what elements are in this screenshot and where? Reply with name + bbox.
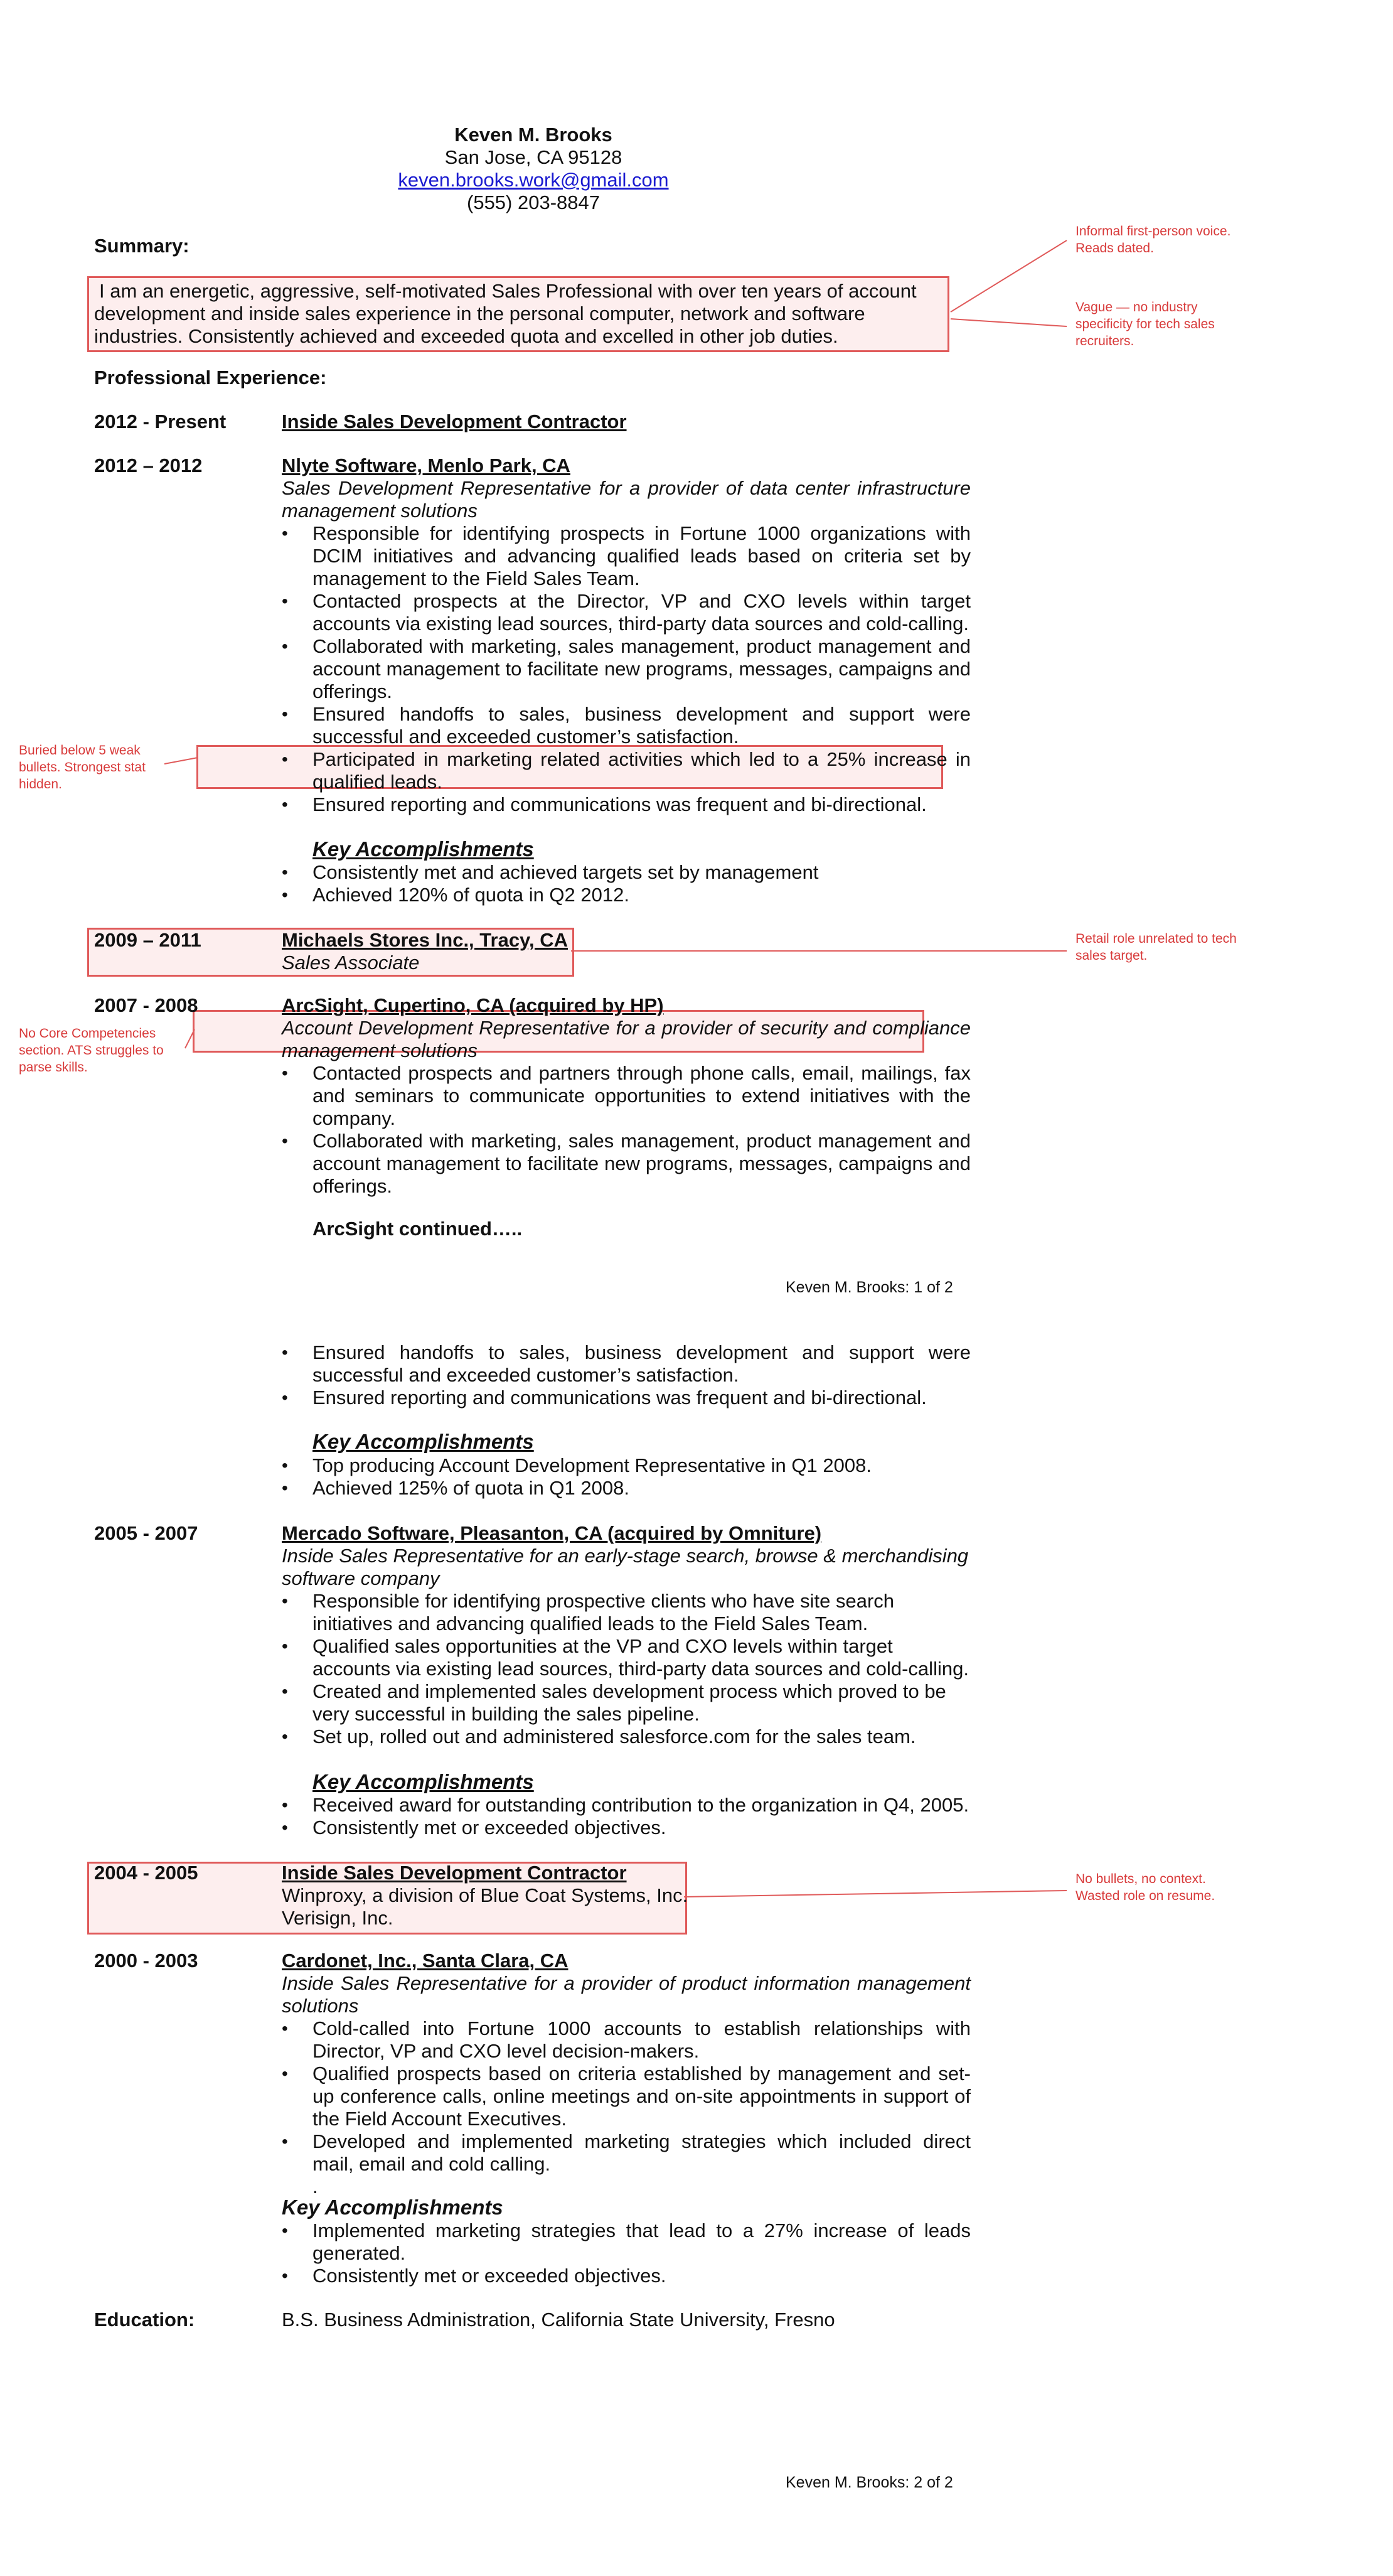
- job-dates: 2009 – 2011: [94, 929, 201, 951]
- key-accomplishments-heading: Key Accomplishments: [312, 1770, 534, 1793]
- bullet-icon: •: [282, 1388, 288, 1407]
- candidate-name: Keven M. Brooks: [454, 124, 612, 146]
- annotation-note: Vague — no industry specificity for tech sales recruiters.: [1075, 300, 1215, 348]
- email-link-wrap: [345, 169, 722, 191]
- summary-text: I am an energetic, aggressive, self-motivated Sales Professional with over ten years of account development and inside sales experience in the personal computer, network and software industries. Consistently achieved and exceeded quota and excelled in other job duties.: [94, 280, 917, 347]
- list-item: Cold-called into Fortune 1000 accounts to establish relationships with Director, VP and CXO level decision-makers.: [312, 2017, 971, 2062]
- list-item: Top producing Account Development Representative in Q1 2008.: [312, 1454, 872, 1476]
- list-item: Collaborated with marketing, sales management, product management and account management to facilitate new programs, messages, campaigns and offerings.: [312, 1130, 971, 1197]
- page-footer: Keven M. Brooks: 1 of 2: [786, 1279, 953, 1296]
- list-item: Consistently met or exceeded objectives.: [312, 2265, 666, 2287]
- job-subtitle: Inside Sales Representative for an early-stage search, browse & merchandising software company: [282, 1545, 969, 1589]
- bullet-icon: •: [282, 2132, 288, 2151]
- bullet-icon: •: [282, 1682, 288, 1701]
- annotation-leader-line: [684, 1891, 1067, 1897]
- job-dates: 2004 - 2005: [94, 1862, 198, 1884]
- list-item: Contacted prospects at the Director, VP and CXO levels within target accounts via existing lead sources, third-party data sources and cold-calling.: [312, 590, 971, 635]
- bullet-icon: •: [282, 2221, 288, 2240]
- list-item: Ensured reporting and communications was frequent and bi-directional.: [312, 1387, 927, 1409]
- bullet-icon: •: [282, 885, 288, 904]
- list-item: Consistently met and achieved targets set by management: [312, 861, 819, 883]
- job-title: ArcSight, Cupertino, CA (acquired by HP): [282, 994, 664, 1016]
- bullet-icon: •: [282, 636, 288, 656]
- bullet-icon: •: [282, 1591, 288, 1611]
- job-subtitle: Sales Associate: [282, 952, 420, 974]
- key-accomplishments-heading: Key Accomplishments: [312, 837, 534, 861]
- job-title: Inside Sales Development Contractor: [282, 1862, 627, 1884]
- job-title: Michaels Stores Inc., Tracy, CA: [282, 929, 568, 951]
- list-item: Participated in marketing related activities which led to a 25% increase in qualified leads.: [312, 748, 971, 793]
- summary-heading: Summary:: [94, 235, 189, 257]
- candidate-phone: (555) 203-8847: [467, 191, 600, 213]
- bullet-icon: •: [282, 1063, 288, 1083]
- bullet-icon: •: [282, 749, 288, 769]
- job-subtitle: Sales Development Representative for a provider of data center infrastructure management solutions: [282, 477, 971, 522]
- bullet-icon: •: [282, 795, 288, 814]
- annotation-leader-line: [951, 319, 1067, 326]
- annotation-note: No bullets, no context. Wasted role on resume.: [1075, 1872, 1215, 1903]
- list-item: Responsible for identifying prospects in Fortune 1000 organizations with DCIM initiatives and advancing qualified leads based on criteria set by management to the Field Sales Team.: [312, 522, 971, 589]
- list-item: Developed and implemented marketing strategies which included direct mail, email and cold calling.: [312, 2130, 971, 2175]
- email-link[interactable]: keven.brooks.work@gmail.com: [398, 169, 669, 191]
- list-item: Consistently met or exceeded objectives.: [312, 1817, 666, 1838]
- list-item: Qualified prospects based on criteria established by management and set-up conference calls, online meetings and on-site appointments in support of the Field Account Executives.: [312, 2063, 971, 2130]
- bullet-icon: •: [282, 2019, 288, 2038]
- education-text: B.S. Business Administration, California State University, Fresno: [282, 2309, 835, 2331]
- list-item: Ensured reporting and communications was frequent and bi-directional.: [312, 793, 927, 815]
- bullet-icon: •: [282, 1727, 288, 1746]
- list-item: Implemented marketing strategies that lead to a 27% increase of leads generated.: [312, 2219, 971, 2264]
- job-dates: 2012 - Present: [94, 411, 227, 432]
- key-accomplishments-heading: Key Accomplishments: [312, 1430, 534, 1453]
- list-item: Ensured handoffs to sales, business development and support were successful and exceeded customer’s satisfaction.: [312, 1341, 971, 1386]
- bullet-icon: •: [282, 1636, 288, 1656]
- candidate-city: San Jose, CA 95128: [444, 146, 622, 168]
- list-item: Received award for outstanding contribution to the organization in Q4, 2005.: [312, 1794, 969, 1816]
- job-subtitle: Inside Sales Representative for a provider of product information management solutions: [282, 1972, 971, 2017]
- client-name: Winproxy, a division of Blue Coat Systems, Inc.: [282, 1884, 688, 1906]
- job-dates: 2000 - 2003: [94, 1950, 198, 1972]
- list-item: Achieved 125% of quota in Q1 2008.: [312, 1477, 629, 1499]
- page-footer: Keven M. Brooks: 2 of 2: [786, 2474, 953, 2491]
- list-item: Ensured handoffs to sales, business development and support were successful and exceeded customer’s satisfaction.: [312, 703, 971, 748]
- annotation-leader-line: [951, 240, 1067, 312]
- bullet-icon: •: [282, 1131, 288, 1151]
- experience-heading: Professional Experience:: [94, 367, 327, 389]
- annotation-note: Buried below 5 weak bullets. Strongest stat hidden.: [19, 743, 146, 792]
- list-item: Qualified sales opportunities at the VP and CXO levels within target accounts via existing lead sources, third-party data sources and cold-calling.: [312, 1635, 969, 1680]
- bullet-icon: •: [282, 1456, 288, 1475]
- list-item: Set up, rolled out and administered salesforce.com for the sales team.: [312, 1725, 916, 1747]
- bullet-icon: •: [282, 1343, 288, 1362]
- key-accomplishments-heading: Key Accomplishments: [282, 2196, 503, 2219]
- job-title: Inside Sales Development Contractor: [282, 411, 627, 432]
- annotation-note: Retail role unrelated to tech sales target.: [1075, 931, 1237, 963]
- client-name: Verisign, Inc.: [282, 1907, 393, 1929]
- list-item: Created and implemented sales development process which proved to be very successful in building the sales pipeline.: [312, 1680, 946, 1725]
- job-dates: 2007 - 2008: [94, 994, 198, 1016]
- job-dates: 2012 – 2012: [94, 454, 203, 476]
- stray-period: .: [312, 2176, 318, 2198]
- bullet-icon: •: [282, 2266, 288, 2285]
- job-title: Mercado Software, Pleasanton, CA (acquired by Omniture): [282, 1522, 822, 1544]
- education-heading: Education:: [94, 2309, 195, 2331]
- bullet-icon: •: [282, 1478, 288, 1498]
- list-item: Contacted prospects and partners through phone calls, email, mailings, fax and seminars to communicate opportunities to extend initiatives with the company.: [312, 1062, 971, 1129]
- annotation-note: No Core Competencies section. ATS struggles to parse skills.: [19, 1026, 164, 1075]
- bullet-icon: •: [282, 862, 288, 882]
- bullet-icon: •: [282, 523, 288, 543]
- list-item: Achieved 120% of quota in Q2 2012.: [312, 884, 629, 906]
- bullet-icon: •: [282, 591, 288, 611]
- continued-note: ArcSight continued…..: [312, 1218, 523, 1240]
- job-subtitle: Account Development Representative for a provider of security and compliance management solutions: [282, 1017, 971, 1061]
- annotation-note: Informal first-person voice. Reads dated.: [1075, 224, 1231, 255]
- bullet-icon: •: [282, 1795, 288, 1815]
- list-item: Collaborated with marketing, sales management, product management and account management to facilitate new programs, messages, campaigns and offerings.: [312, 635, 971, 702]
- job-dates: 2005 - 2007: [94, 1522, 198, 1544]
- bullet-icon: •: [282, 704, 288, 724]
- job-title: Nlyte Software, Menlo Park, CA: [282, 454, 570, 476]
- bullet-icon: •: [282, 2064, 288, 2083]
- list-item: Responsible for identifying prospective clients who have site search initiatives and advancing qualified leads to the Field Sales Team.: [312, 1590, 895, 1634]
- job-title: Cardonet, Inc., Santa Clara, CA: [282, 1950, 568, 1972]
- bullet-icon: •: [282, 1818, 288, 1837]
